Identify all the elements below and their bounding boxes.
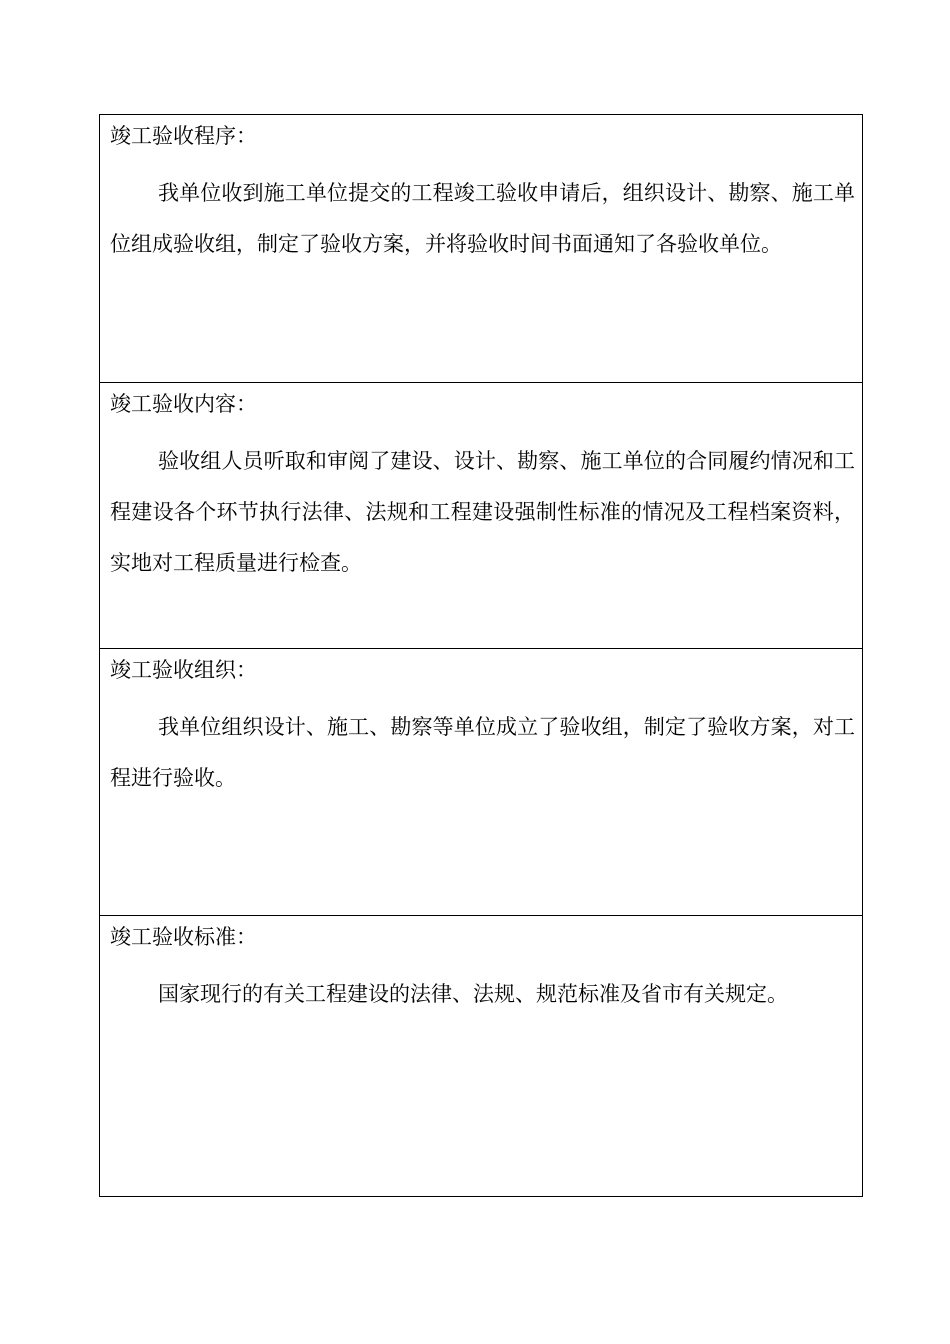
section-body: 验收组人员听取和审阅了建设、设计、勘察、施工单位的合同履约情况和工程建设各个环节执行法律、法规和工程建设强制性标准的情况及工程档案资料，实地对工程质量进行检查。 bbox=[110, 449, 855, 575]
section-acceptance-organization bbox=[100, 649, 862, 916]
acceptance-report-table bbox=[99, 114, 863, 1197]
section-acceptance-standard bbox=[100, 916, 862, 1196]
section-acceptance-content bbox=[100, 383, 862, 649]
section-body: 我单位收到施工单位提交的工程竣工验收申请后，组织设计、勘察、施工单位组成验收组，制定了验收方案，并将验收时间书面通知了各验收单位。 bbox=[110, 181, 855, 256]
section-body: 国家现行的有关工程建设的法律、法规、规范标准及省市有关规定。 bbox=[158, 982, 788, 1006]
section-heading: 竣工验收内容： bbox=[110, 392, 257, 416]
section-heading: 竣工验收程序： bbox=[110, 124, 257, 148]
section-acceptance-procedure bbox=[100, 115, 862, 383]
section-heading: 竣工验收组织： bbox=[110, 658, 257, 682]
section-heading: 竣工验收标准： bbox=[110, 925, 257, 949]
section-body: 我单位组织设计、施工、勘察等单位成立了验收组，制定了验收方案，对工程进行验收。 bbox=[110, 715, 855, 790]
